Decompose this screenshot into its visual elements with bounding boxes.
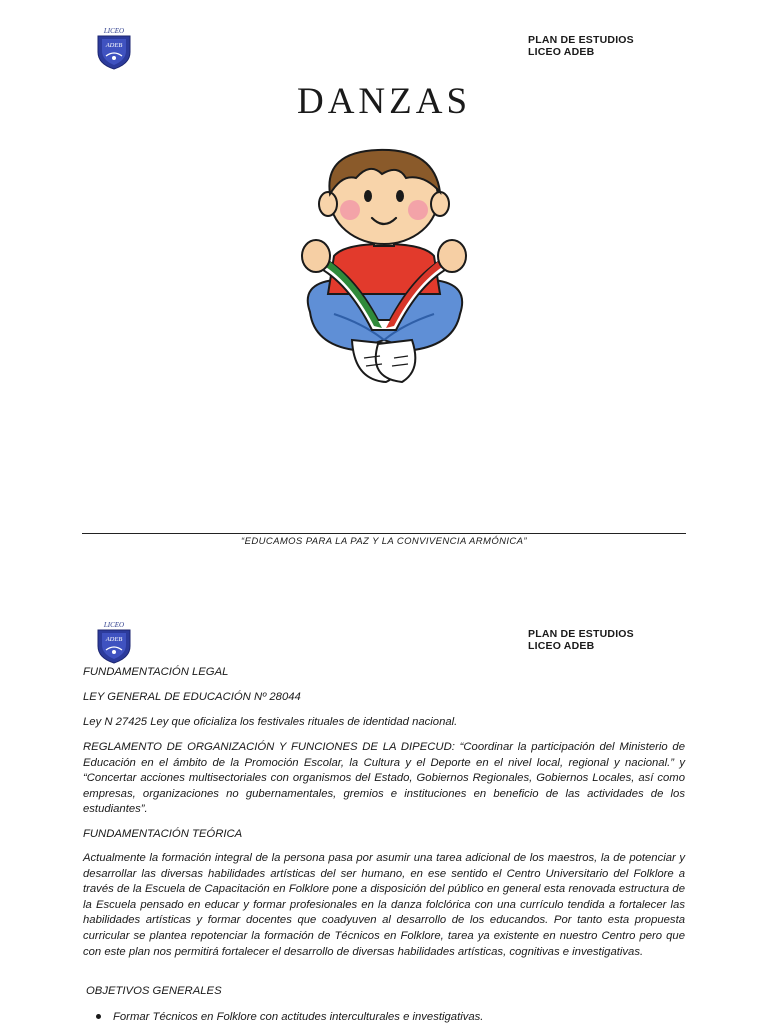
page1-divider <box>82 533 686 534</box>
boy-with-flag-illustration <box>294 144 474 392</box>
heading-fundamentacion-teorica: FUNDAMENTACIÓN TEÓRICA <box>83 828 243 840</box>
objetivo-1: Formar Técnicos en Folklore con actitudes interculturales e investigativas. <box>113 1011 484 1023</box>
header-line1: PLAN DE ESTUDIOS <box>528 628 634 640</box>
list-item <box>96 1009 696 1025</box>
header-line1: PLAN DE ESTUDIOS <box>528 34 634 46</box>
page1-header <box>528 34 634 58</box>
header-line2: LICEO ADEB <box>528 640 595 652</box>
teorica-paragraph: Actualmente la formación integral de la persona pasa por asumir una tarea adicional de los maestros, la de potenciar y desarrollar las diversas habilidades artísticas del ser humano, en ese sentido el Centro Universitario del Folklore a través de la Escuela de Capacitación en Folklore pone a disposición del público en general esta renovada estructura de la Escuela pensado en educar y formar profesionales en la danza folclórica con una currículo tendida a fortalecer las habilidades artísticas y formar docentes que coadyuven al desarrollo de los educandos. Por tanto esta propuesta curricular se plantea repotenciar la formación de Técnicos en Folklore, tarea ya existente en nuestro Centro pero que con este plan nos permitirá fortalecer el desarrollo de diversas habilidades artísticas, cognitivas e investigativas. <box>83 852 685 958</box>
heading-objetivos-generales: OBJETIVOS GENERALES <box>86 985 222 997</box>
logo-text-top: LICEO <box>103 27 125 35</box>
heading-fundamentacion-legal: FUNDAMENTACIÓN LEGAL <box>83 666 229 678</box>
liceo-logo-page2 <box>94 620 134 664</box>
logo-text-mid: ADEB <box>105 636 123 643</box>
reglamento-paragraph: REGLAMENTO DE ORGANIZACIÓN Y FUNCIONES DE LA DIPECUD: “Coordinar la participación del Ministerio de Educación en el ámbito de la Promoción Escolar, la Cultura y el Deporte en el nivel local, regional y nacional.” y “Concertar acciones multisectoriales con organismos del Estado, Gobiernos Regionales, Gobiernos Locales, así como empresas, organizaciones no gubernamentales, gremios e instituciones en beneficio de las actividades de los estudiantes”. <box>83 741 685 816</box>
ley-27425: Ley N 27425 Ley que oficializa los festivales rituales de identidad nacional. <box>83 716 458 728</box>
page2-header <box>528 628 634 652</box>
liceo-logo <box>94 26 134 70</box>
ley-general-educacion: LEY GENERAL DE EDUCACIÓN Nº 28044 <box>83 691 301 703</box>
header-line2: LICEO ADEB <box>528 46 595 58</box>
logo-text-top: LICEO <box>103 621 125 629</box>
logo-text-mid: ADEB <box>105 42 123 49</box>
page-title: DANZAS <box>296 81 472 122</box>
bullet-icon <box>96 1014 101 1019</box>
page1-motto: “EDUCAMOS PARA LA PAZ Y LA CONVIVENCIA ARMÓNICA” <box>241 536 527 547</box>
